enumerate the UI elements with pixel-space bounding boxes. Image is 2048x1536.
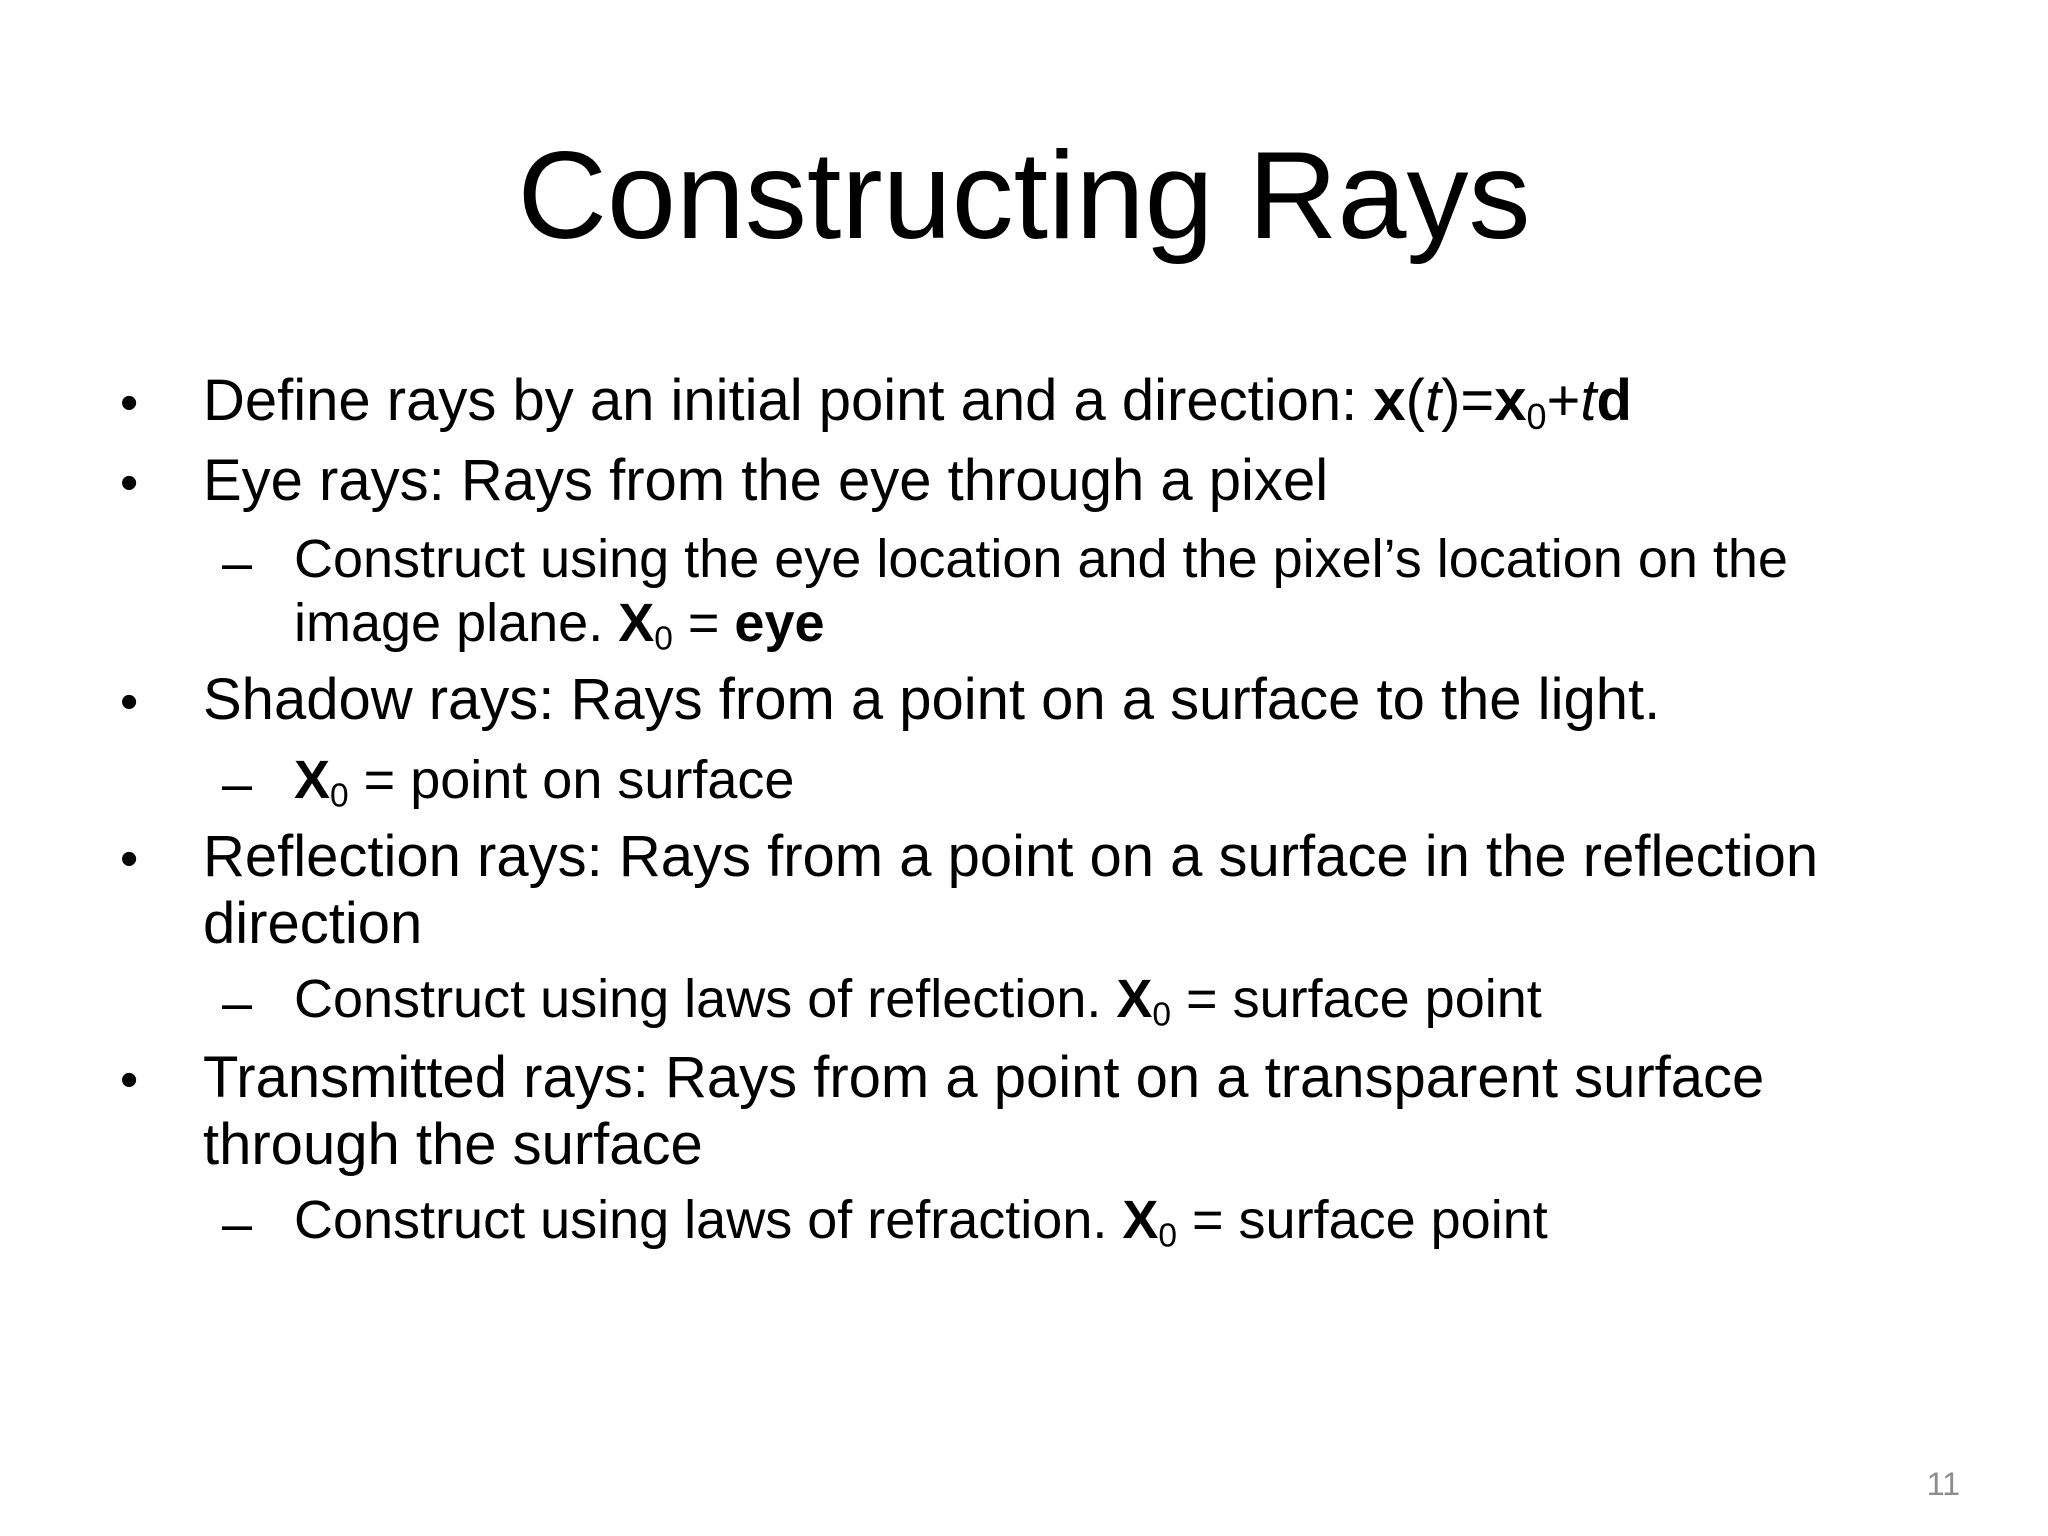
italic-text: t (1424, 368, 1442, 433)
dash-marker: – (222, 533, 253, 593)
bullet-marker: • (120, 673, 139, 731)
text-run: + (1546, 368, 1581, 433)
bold-text: eye (734, 593, 825, 653)
subscript-text: 0 (330, 777, 349, 815)
slide-title: Constructing Rays (517, 127, 1531, 265)
bullet-marker: • (120, 454, 139, 512)
bold-text: x (1373, 368, 1406, 433)
text-run: direction (203, 891, 423, 956)
subscript-text: 0 (654, 620, 673, 658)
bold-text: x (1494, 368, 1527, 433)
text-run: = surface point (1171, 969, 1542, 1029)
bullet-define-rays (203, 368, 1632, 437)
bullet-marker: • (120, 374, 139, 432)
bold-text: X (1116, 969, 1153, 1029)
subbullet-eye-construct (294, 529, 1788, 589)
bullet-reflection-rays-continued (203, 891, 423, 956)
dash-marker: – (222, 973, 253, 1033)
subbullet-refraction-construct (294, 1190, 1548, 1255)
text-run: Construct using the eye location and the pixel’s location on the (294, 529, 1788, 589)
bullet-eye-rays (203, 448, 1329, 513)
text-run: Construct using laws of reflection. (294, 969, 1117, 1029)
subscript-text: 0 (1526, 395, 1547, 437)
bullet-marker: • (120, 1051, 139, 1109)
bullet-reflection-rays (203, 824, 1819, 889)
text-run: through the surface (203, 1112, 703, 1177)
bullet-transmitted-rays-continued (203, 1112, 703, 1177)
text-run: image plane. (294, 593, 619, 653)
dash-marker: – (222, 754, 253, 814)
subbullet-eye-construct-continued (294, 593, 825, 658)
page-number: 11 (1926, 1466, 1960, 1502)
text-run: Eye rays: Rays from the eye through a pixel (203, 448, 1329, 513)
text-run: Reflection rays: Rays from a point on a surface in the reflection (203, 824, 1819, 889)
dash-marker: – (222, 1194, 253, 1254)
subbullet-shadow-origin (294, 750, 795, 815)
bullet-shadow-rays (203, 667, 1661, 732)
italic-text: t (1580, 368, 1597, 433)
bold-text: d (1596, 368, 1632, 433)
text-run: = (672, 593, 735, 653)
subscript-text: 0 (1158, 1217, 1178, 1255)
text-run: Transmitted rays: Rays from a point on a transparent surface (203, 1045, 1765, 1110)
text-run: Construct using laws of refraction. (294, 1190, 1123, 1250)
bold-text: X (1122, 1190, 1159, 1250)
text-run: )= (1441, 368, 1495, 433)
text-run: ( (1405, 368, 1425, 433)
text-run: Shadow rays: Rays from a point on a surface to the light. (203, 667, 1661, 732)
bullet-transmitted-rays (203, 1045, 1765, 1110)
text-run: = surface point (1177, 1190, 1548, 1250)
subbullet-reflection-construct (294, 969, 1542, 1034)
text-run: Define rays by an initial point and a direction: (203, 368, 1374, 433)
bullet-marker: • (120, 830, 139, 888)
bold-text: X (618, 593, 655, 653)
subscript-text: 0 (1152, 996, 1172, 1034)
text-run: = point on surface (348, 750, 795, 810)
bold-text: X (294, 750, 331, 810)
